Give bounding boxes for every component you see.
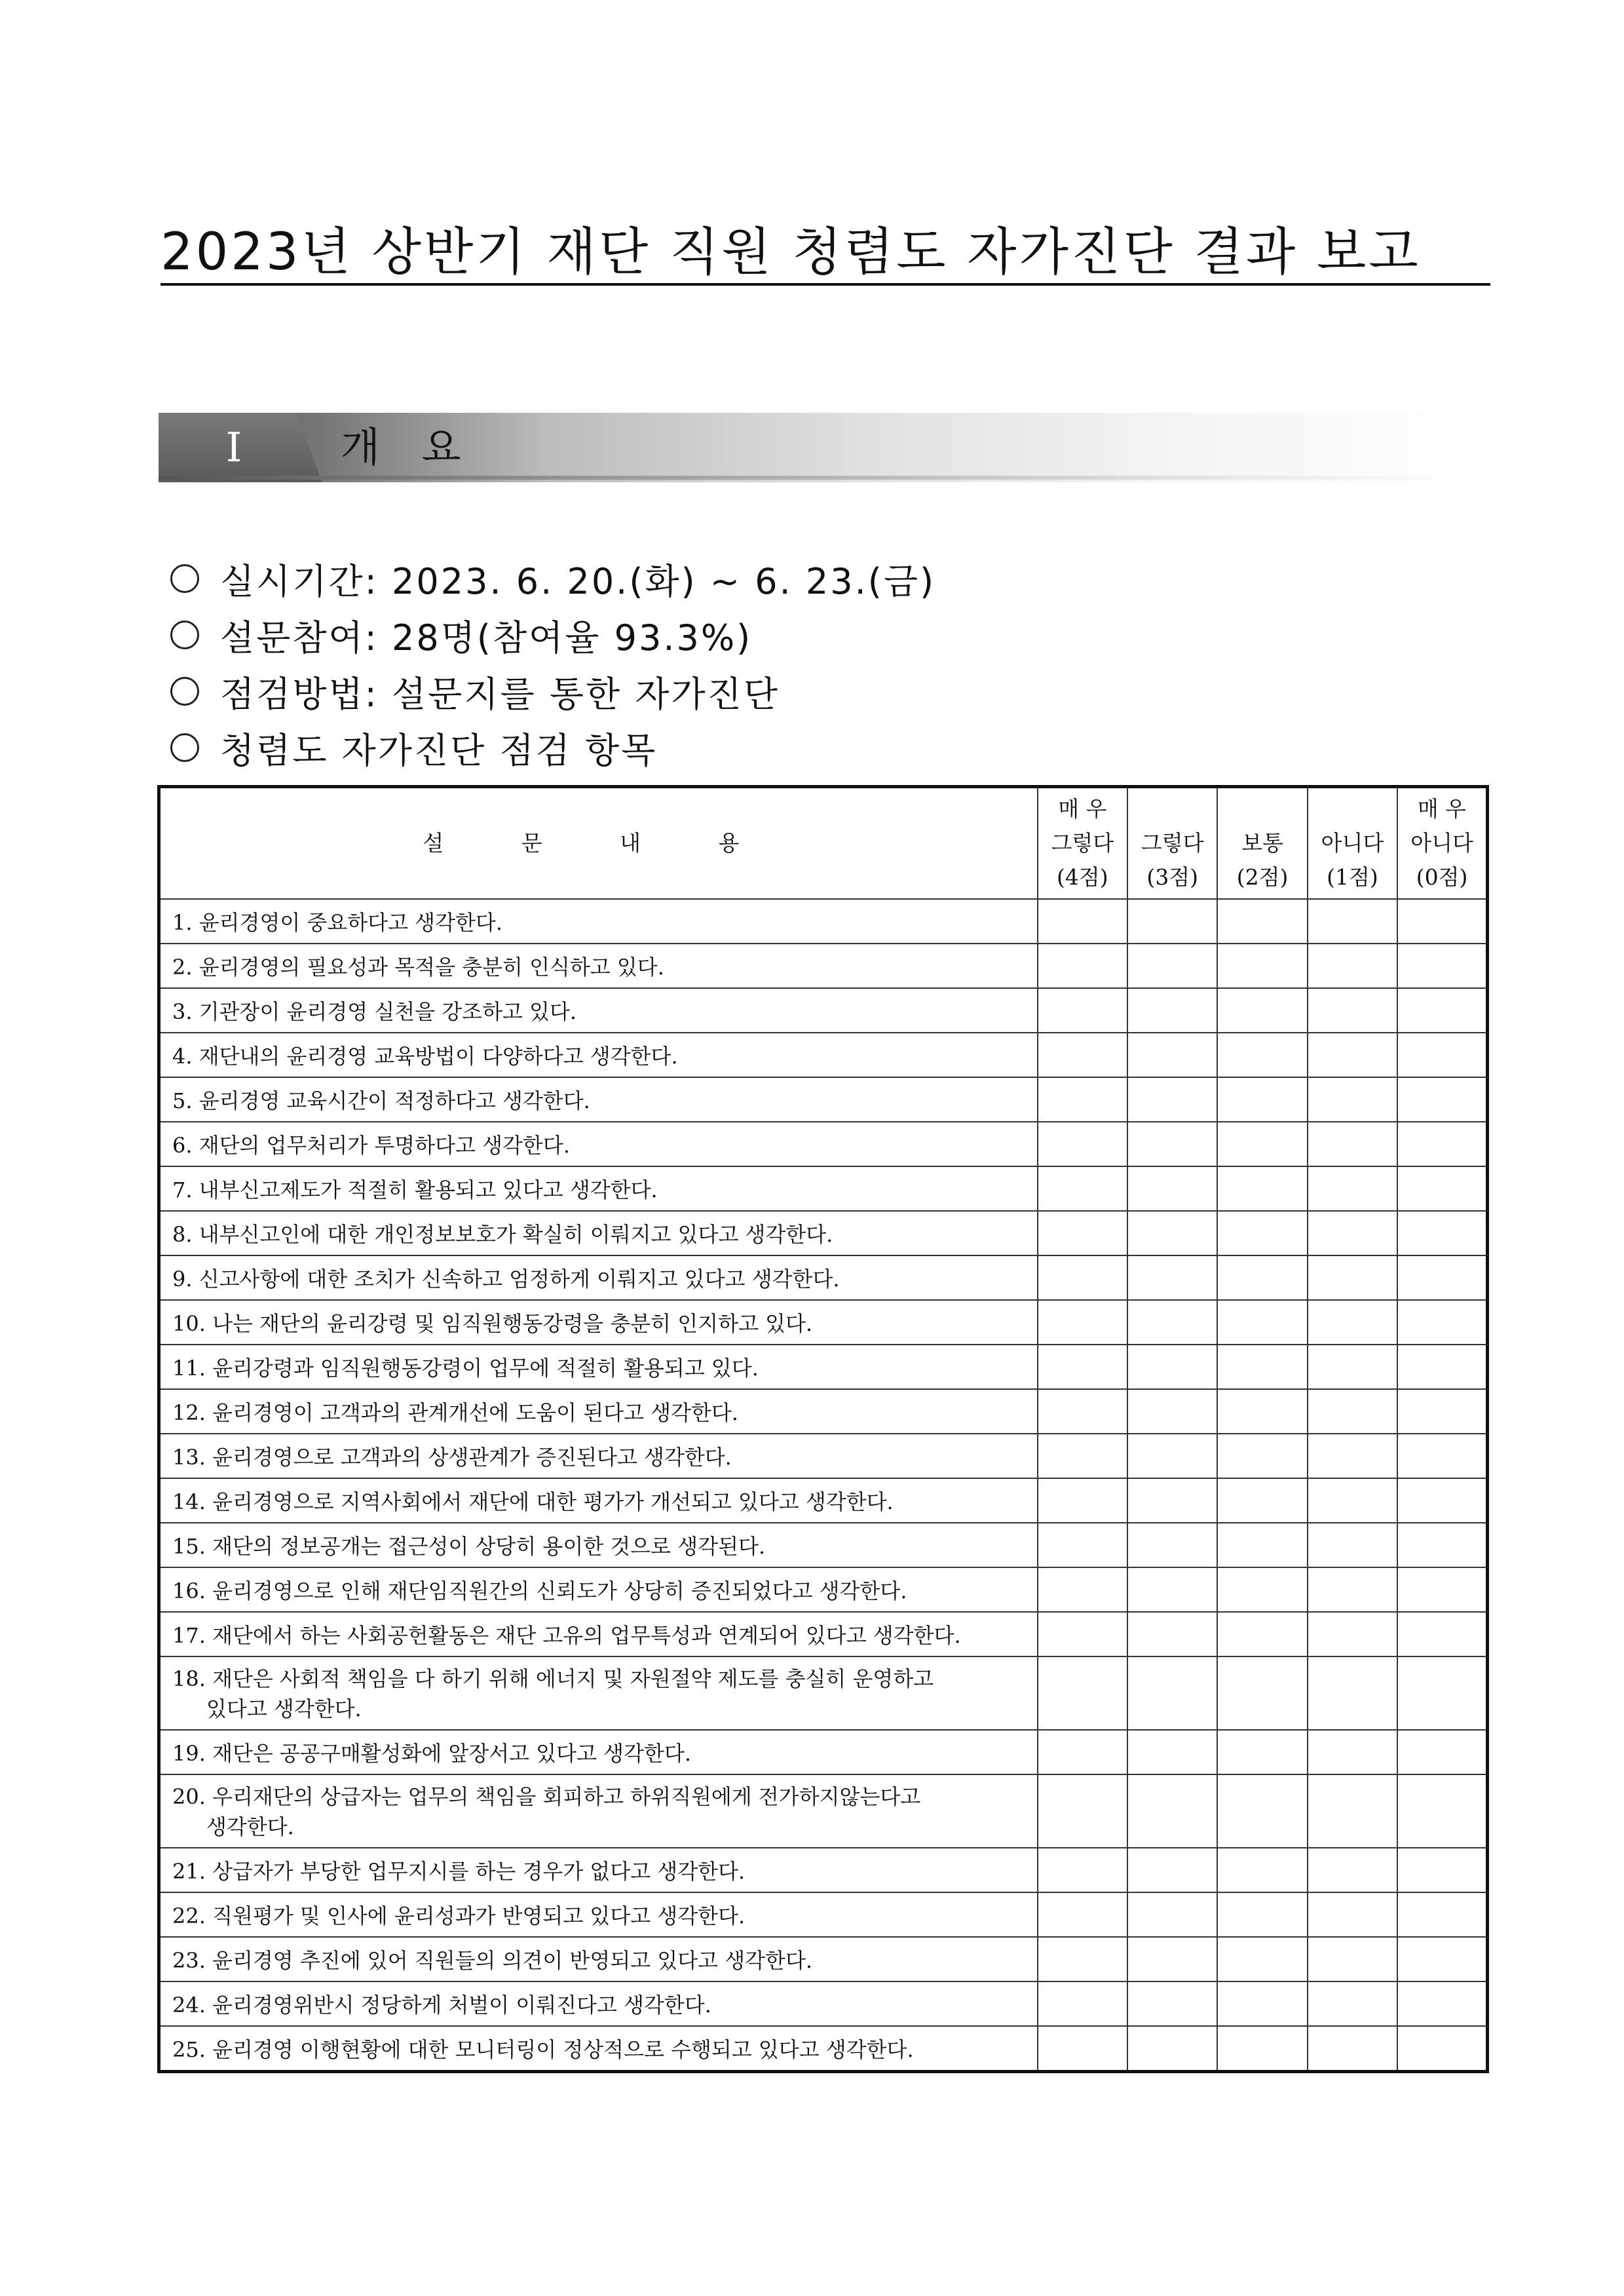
answer-cell[interactable] xyxy=(1308,1077,1397,1122)
answer-cell[interactable] xyxy=(1397,1166,1487,1211)
question-text: 11. 윤리강령과 임직원행동강령이 업무에 적절히 활용되고 있다. xyxy=(172,1356,759,1381)
answer-cell[interactable] xyxy=(1397,1892,1487,1937)
question-text: 18. 재단은 사회적 책임을 다 하기 위해 에너지 및 자원절약 제도를 충실히 운영하고 xyxy=(172,1666,934,1691)
overview-item-method xyxy=(170,663,935,719)
answer-cell[interactable] xyxy=(1308,2026,1397,2072)
answer-cell[interactable] xyxy=(1217,1612,1307,1656)
question-cell xyxy=(159,1211,1038,1255)
question-text: 5. 윤리경영 교육시간이 적정하다고 생각한다. xyxy=(172,1088,590,1113)
column-header-option: 보통 (2점) xyxy=(1217,787,1307,900)
question-text: 2. 윤리경영의 필요성과 목적을 충분히 인식하고 있다. xyxy=(172,955,664,980)
answer-cell[interactable] xyxy=(1308,1345,1397,1389)
answer-cell[interactable] xyxy=(1127,1612,1217,1656)
answer-cell[interactable] xyxy=(1308,1523,1397,1567)
circle-bullet-icon xyxy=(170,677,199,706)
answer-cell[interactable] xyxy=(1038,944,1127,988)
answer-cell[interactable] xyxy=(1217,1122,1307,1166)
table-row xyxy=(159,1774,1488,1848)
question-cell xyxy=(159,988,1038,1033)
answer-cell[interactable] xyxy=(1127,1656,1217,1730)
table-row xyxy=(159,1345,1488,1389)
answer-cell[interactable] xyxy=(1397,944,1487,988)
answer-cell[interactable] xyxy=(1217,1033,1307,1077)
answer-cell[interactable] xyxy=(1397,1211,1487,1255)
table-row xyxy=(159,1389,1488,1434)
question-cell xyxy=(159,1389,1038,1434)
answer-cell[interactable] xyxy=(1308,1033,1397,1077)
answer-cell[interactable] xyxy=(1217,1730,1307,1774)
answer-cell[interactable] xyxy=(1127,1122,1217,1166)
answer-cell[interactable] xyxy=(1217,1892,1307,1937)
answer-cell[interactable] xyxy=(1217,1567,1307,1612)
table-row xyxy=(159,944,1488,988)
answer-cell[interactable] xyxy=(1308,1612,1397,1656)
question-text: 20. 우리재단의 상급자는 업무의 책임을 회피하고 하위직원에게 전가하지않는다고 xyxy=(172,1784,921,1809)
answer-cell[interactable] xyxy=(1127,1730,1217,1774)
table-row xyxy=(159,1937,1488,1981)
question-text: 12. 윤리경영이 고객과의 관계개선에 도움이 된다고 생각한다. xyxy=(172,1400,738,1425)
answer-cell[interactable] xyxy=(1217,1937,1307,1981)
table-row xyxy=(159,1077,1488,1122)
answer-cell[interactable] xyxy=(1397,1077,1487,1122)
answer-cell[interactable] xyxy=(1308,1937,1397,1981)
survey-rows xyxy=(159,899,1488,2072)
question-text: 8. 내부신고인에 대한 개인정보보호가 확실히 이뤄지고 있다고 생각한다. xyxy=(172,1222,833,1247)
question-text: 10. 나는 재단의 윤리강령 및 임직원행동강령을 충분히 인지하고 있다. xyxy=(172,1311,813,1336)
answer-cell[interactable] xyxy=(1127,1255,1217,1300)
question-cell xyxy=(159,2026,1038,2072)
answer-cell[interactable] xyxy=(1038,1166,1127,1211)
table-row xyxy=(159,2026,1488,2072)
answer-cell[interactable] xyxy=(1127,899,1217,944)
question-cell xyxy=(159,1033,1038,1077)
question-text: 7. 내부신고제도가 적절히 활용되고 있다고 생각한다. xyxy=(172,1177,658,1202)
answer-cell[interactable] xyxy=(1308,944,1397,988)
answer-cell[interactable] xyxy=(1127,944,1217,988)
question-text-continued: 생각한다. xyxy=(206,1814,294,1839)
question-text: 13. 윤리경영으로 고객과의 상생관계가 증진된다고 생각한다. xyxy=(172,1445,732,1470)
answer-cell[interactable] xyxy=(1217,1300,1307,1345)
question-text: 9. 신고사항에 대한 조치가 신속하고 엄정하게 이뤄지고 있다고 생각한다. xyxy=(172,1267,840,1292)
table-row xyxy=(159,1255,1488,1300)
answer-cell[interactable] xyxy=(1217,1211,1307,1255)
table-row xyxy=(159,1567,1488,1612)
answer-cell[interactable] xyxy=(1217,1848,1307,1892)
answer-cell[interactable] xyxy=(1308,1211,1397,1255)
table-row xyxy=(159,988,1488,1033)
section-number: I xyxy=(225,423,242,471)
answer-cell[interactable] xyxy=(1397,1567,1487,1612)
answer-cell[interactable] xyxy=(1217,1523,1307,1567)
answer-cell[interactable] xyxy=(1397,1937,1487,1981)
survey-table xyxy=(157,785,1489,2073)
answer-cell[interactable] xyxy=(1397,1848,1487,1892)
question-text: 24. 윤리경영위반시 정당하게 처벌이 이뤄진다고 생각한다. xyxy=(172,1993,711,2018)
overview-item-participation xyxy=(170,607,935,663)
question-cell xyxy=(159,1345,1038,1389)
answer-cell[interactable] xyxy=(1127,1077,1217,1122)
answer-cell[interactable] xyxy=(1127,1478,1217,1523)
answer-cell[interactable] xyxy=(1217,1774,1307,1848)
answer-cell[interactable] xyxy=(1038,1523,1127,1567)
table-row xyxy=(159,1523,1488,1567)
answer-cell[interactable] xyxy=(1038,1345,1127,1389)
question-text: 22. 직원평가 및 인사에 윤리성과가 반영되고 있다고 생각한다. xyxy=(172,1904,746,1928)
answer-cell[interactable] xyxy=(1038,1656,1127,1730)
answer-cell[interactable] xyxy=(1217,944,1307,988)
table-row xyxy=(159,1730,1488,1774)
question-text: 25. 윤리경영 이행현황에 대한 모니터링이 정상적으로 수행되고 있다고 생각한다. xyxy=(172,2037,914,2062)
question-cell xyxy=(159,1434,1038,1478)
answer-cell[interactable] xyxy=(1217,1981,1307,2026)
answer-cell[interactable] xyxy=(1397,1122,1487,1166)
answer-cell[interactable] xyxy=(1308,1300,1397,1345)
question-cell xyxy=(159,1937,1038,1981)
question-cell xyxy=(159,1656,1038,1730)
question-text: 1. 윤리경영이 중요하다고 생각한다. xyxy=(172,910,502,935)
answer-cell[interactable] xyxy=(1308,1774,1397,1848)
question-cell xyxy=(159,1300,1038,1345)
answer-cell[interactable] xyxy=(1397,1300,1487,1345)
answer-cell[interactable] xyxy=(1127,1937,1217,1981)
answer-cell[interactable] xyxy=(1397,1656,1487,1730)
overview-item-text: 청렴도 자가진단 점검 항목 xyxy=(220,729,658,771)
answer-cell[interactable] xyxy=(1127,1166,1217,1211)
title-underline xyxy=(161,283,1490,286)
answer-cell[interactable] xyxy=(1397,1730,1487,1774)
table-header-row xyxy=(159,787,1488,900)
table-row xyxy=(159,1892,1488,1937)
overview-item-checklist xyxy=(170,719,935,776)
answer-cell[interactable] xyxy=(1397,2026,1487,2072)
answer-cell[interactable] xyxy=(1397,1774,1487,1848)
question-cell xyxy=(159,1730,1038,1774)
question-text: 19. 재단은 공공구매활성화에 앞장서고 있다고 생각한다. xyxy=(172,1741,691,1766)
answer-cell[interactable] xyxy=(1217,1077,1307,1122)
question-cell xyxy=(159,1077,1038,1122)
answer-cell[interactable] xyxy=(1308,1389,1397,1434)
answer-cell[interactable] xyxy=(1397,1478,1487,1523)
answer-cell[interactable] xyxy=(1397,1255,1487,1300)
answer-cell[interactable] xyxy=(1038,1981,1127,2026)
answer-cell[interactable] xyxy=(1038,1774,1127,1848)
answer-cell[interactable] xyxy=(1038,988,1127,1033)
question-text: 4. 재단내의 윤리경영 교육방법이 다양하다고 생각한다. xyxy=(172,1044,678,1069)
answer-cell[interactable] xyxy=(1127,1345,1217,1389)
table-row xyxy=(159,1434,1488,1478)
question-cell xyxy=(159,1122,1038,1166)
answer-cell[interactable] xyxy=(1217,1434,1307,1478)
answer-cell[interactable] xyxy=(1397,899,1487,944)
question-text-continued: 있다고 생각한다. xyxy=(206,1696,362,1721)
answer-cell[interactable] xyxy=(1038,1730,1127,1774)
answer-cell[interactable] xyxy=(1127,1211,1217,1255)
answer-cell[interactable] xyxy=(1038,1937,1127,1981)
question-text: 6. 재단의 업무처리가 투명하다고 생각한다. xyxy=(172,1133,570,1158)
question-cell xyxy=(159,1774,1038,1848)
answer-cell[interactable] xyxy=(1127,1774,1217,1848)
answer-cell[interactable] xyxy=(1217,1345,1307,1389)
answer-cell[interactable] xyxy=(1038,1567,1127,1612)
answer-cell[interactable] xyxy=(1038,1434,1127,1478)
section-title: 개 요 xyxy=(341,423,476,471)
answer-cell[interactable] xyxy=(1397,1033,1487,1077)
answer-cell[interactable] xyxy=(1127,1981,1217,2026)
answer-cell[interactable] xyxy=(1127,1892,1217,1937)
column-header-option: 매 우 아니다 (0점) xyxy=(1397,787,1487,900)
answer-cell[interactable] xyxy=(1038,899,1127,944)
answer-cell[interactable] xyxy=(1217,1389,1307,1434)
table-row xyxy=(159,1656,1488,1730)
answer-cell[interactable] xyxy=(1308,1166,1397,1211)
overview-item-text: 점검방법: 설문지를 통한 자가진단 xyxy=(220,673,780,715)
answer-cell[interactable] xyxy=(1038,1255,1127,1300)
answer-cell[interactable] xyxy=(1127,1389,1217,1434)
question-cell xyxy=(159,1255,1038,1300)
answer-cell[interactable] xyxy=(1038,1892,1127,1937)
answer-cell[interactable] xyxy=(1217,2026,1307,2072)
table-row xyxy=(159,1981,1488,2026)
answer-cell[interactable] xyxy=(1217,1656,1307,1730)
question-text: 23. 윤리경영 추진에 있어 직원들의 의견이 반영되고 있다고 생각한다. xyxy=(172,1948,813,1973)
answer-cell[interactable] xyxy=(1397,988,1487,1033)
table-row xyxy=(159,1122,1488,1166)
answer-cell[interactable] xyxy=(1038,1848,1127,1892)
answer-cell[interactable] xyxy=(1308,899,1397,944)
question-text: 17. 재단에서 하는 사회공헌활동은 재단 고유의 업무특성과 연계되어 있다고 생각한다. xyxy=(172,1623,961,1648)
answer-cell[interactable] xyxy=(1397,1345,1487,1389)
answer-cell[interactable] xyxy=(1038,1077,1127,1122)
answer-cell[interactable] xyxy=(1397,1434,1487,1478)
answer-cell[interactable] xyxy=(1127,1848,1217,1892)
answer-cell[interactable] xyxy=(1038,2026,1127,2072)
answer-cell[interactable] xyxy=(1397,1981,1487,2026)
question-text: 14. 윤리경영으로 지역사회에서 재단에 대한 평가가 개선되고 있다고 생각한다. xyxy=(172,1489,894,1514)
answer-cell[interactable] xyxy=(1308,1478,1397,1523)
question-cell xyxy=(159,1523,1038,1567)
question-cell xyxy=(159,1848,1038,1892)
answer-cell[interactable] xyxy=(1397,1612,1487,1656)
question-cell xyxy=(159,1892,1038,1937)
circle-bullet-icon xyxy=(170,564,199,593)
answer-cell[interactable] xyxy=(1038,1122,1127,1166)
answer-cell[interactable] xyxy=(1308,1848,1397,1892)
answer-cell[interactable] xyxy=(1127,2026,1217,2072)
answer-cell[interactable] xyxy=(1127,988,1217,1033)
answer-cell[interactable] xyxy=(1217,1166,1307,1211)
question-cell xyxy=(159,944,1038,988)
answer-cell[interactable] xyxy=(1038,1612,1127,1656)
answer-cell[interactable] xyxy=(1038,1033,1127,1077)
question-cell xyxy=(159,1612,1038,1656)
answer-cell[interactable] xyxy=(1217,1478,1307,1523)
answer-cell[interactable] xyxy=(1038,1211,1127,1255)
table-row xyxy=(159,899,1488,944)
column-header-option: 매 우 그렇다 (4점) xyxy=(1038,787,1127,900)
overview-item-text: 설문참여: 28명(참여율 93.3%) xyxy=(220,617,753,659)
question-cell xyxy=(159,1981,1038,2026)
question-text: 3. 기관장이 윤리경영 실천을 강조하고 있다. xyxy=(172,999,577,1024)
answer-cell[interactable] xyxy=(1308,1255,1397,1300)
overview-item-text: 실시기간: 2023. 6. 20.(화) ~ 6. 23.(금) xyxy=(220,560,936,602)
answer-cell[interactable] xyxy=(1308,988,1397,1033)
table-row xyxy=(159,1848,1488,1892)
answer-cell[interactable] xyxy=(1038,1389,1127,1434)
question-text: 21. 상급자가 부당한 업무지시를 하는 경우가 없다고 생각한다. xyxy=(172,1859,746,1884)
table-row xyxy=(159,1478,1488,1523)
table-row xyxy=(159,1211,1488,1255)
question-text: 15. 재단의 정보공개는 접근성이 상당히 용이한 것으로 생각된다. xyxy=(172,1534,766,1559)
table-row xyxy=(159,1612,1488,1656)
overview-item-period xyxy=(170,550,935,607)
answer-cell[interactable] xyxy=(1217,1255,1307,1300)
question-text: 16. 윤리경영으로 인해 재단임직원간의 신뢰도가 상당히 증진되었다고 생각한다. xyxy=(172,1578,907,1603)
overview-list xyxy=(170,550,935,776)
answer-cell[interactable] xyxy=(1127,1300,1217,1345)
table-row xyxy=(159,1300,1488,1345)
question-cell xyxy=(159,1567,1038,1612)
answer-cell[interactable] xyxy=(1217,899,1307,944)
question-cell xyxy=(159,899,1038,944)
table-row xyxy=(159,1166,1488,1211)
answer-cell[interactable] xyxy=(1127,1434,1217,1478)
column-header-option: 그렇다 (3점) xyxy=(1127,787,1217,900)
answer-cell[interactable] xyxy=(1038,1300,1127,1345)
answer-cell[interactable] xyxy=(1308,1981,1397,2026)
answer-cell[interactable] xyxy=(1038,1478,1127,1523)
column-header-option: 아니다 (1점) xyxy=(1308,787,1397,900)
answer-cell[interactable] xyxy=(1397,1523,1487,1567)
answer-cell[interactable] xyxy=(1308,1434,1397,1478)
answer-cell[interactable] xyxy=(1308,1656,1397,1730)
section-underline xyxy=(159,476,1469,480)
answer-cell[interactable] xyxy=(1308,1122,1397,1166)
answer-cell[interactable] xyxy=(1217,988,1307,1033)
answer-cell[interactable] xyxy=(1127,1567,1217,1612)
circle-bullet-icon xyxy=(170,733,199,762)
table-row xyxy=(159,1033,1488,1077)
question-cell xyxy=(159,1478,1038,1523)
answer-cell[interactable] xyxy=(1308,1567,1397,1612)
answer-cell[interactable] xyxy=(1127,1033,1217,1077)
column-header-content: 설 문 내 용 xyxy=(159,787,1038,900)
question-cell xyxy=(159,1166,1038,1211)
page-title: 2023년 상반기 재단 직원 청렴도 자가진단 결과 보고 xyxy=(161,223,1421,282)
circle-bullet-icon xyxy=(170,621,199,649)
answer-cell[interactable] xyxy=(1397,1389,1487,1434)
answer-cell[interactable] xyxy=(1308,1730,1397,1774)
answer-cell[interactable] xyxy=(1308,1892,1397,1937)
answer-cell[interactable] xyxy=(1127,1523,1217,1567)
